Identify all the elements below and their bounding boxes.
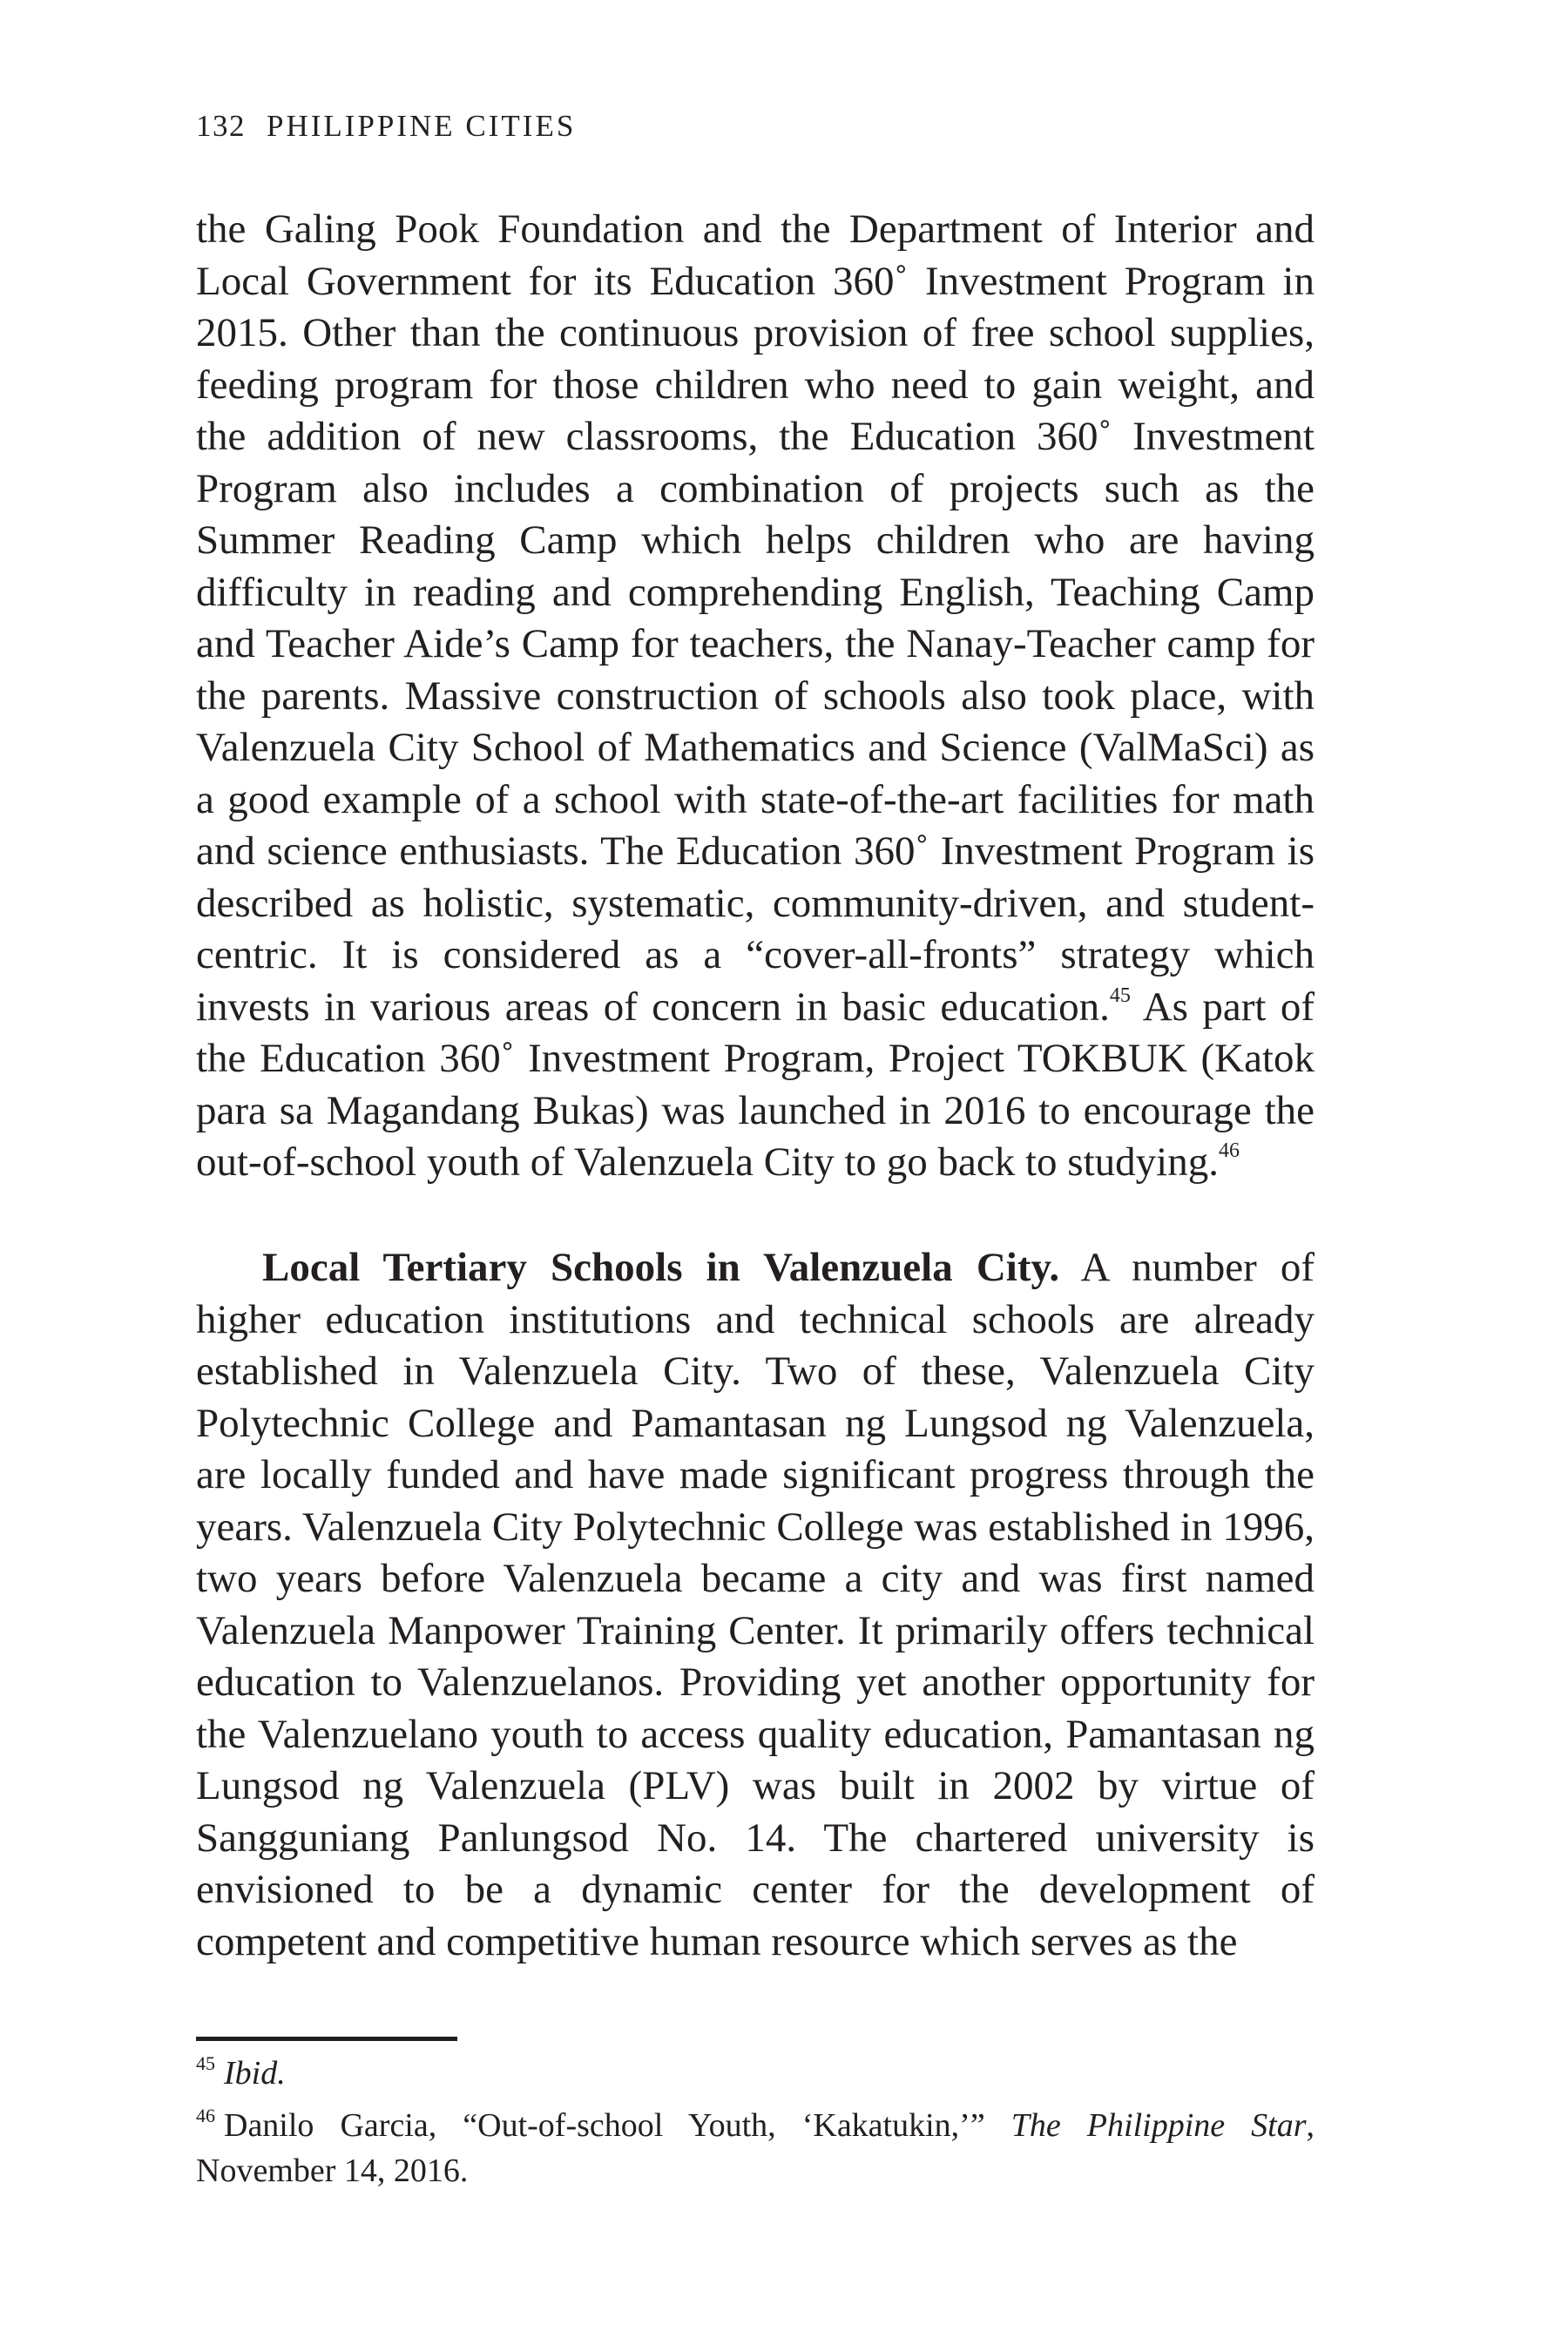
footnote-reference[interactable]: 46 [1218,1139,1240,1163]
running-head [196,105,576,148]
footnote [196,2103,1315,2193]
paragraph-text: A number of higher education institutions and technical schools are already established in Valenzuela City. Two of these, Valenzuela City Polytechnic College and Pamantasan ng Lungsod ng Valenzuela, are locally funded and have made significant progress through the years. Valenzuela City Polytechnic College was established in 1996, two years before Valenzuela became a city and was first named Valenzuela Manpower Training Center. It primarily offers technical education to Valenzuelanos. Providing yet another opportunity for the Valenzuelano youth to access quality education, Pamantasan ng Lungsod ng Valenzuela (PLV) was built in 2002 by virtue of Sangguniang Panlungsod No. 14. The chartered university is envisioned to be a dynamic center for the development of competent and competitive human resource which serves as the [196,1245,1315,1964]
body-paragraph [196,1242,1315,1968]
footnote-publication-title: The Philippine Star [1010,2107,1307,2144]
page-number: 132 [196,109,246,143]
footnote-text: Danilo Garcia, “Out-of-school Youth, ‘Kakatukin,’” [224,2107,1011,2144]
footnote-divider [196,2037,457,2041]
paragraph-text: As part of the Education 360˚ Investment Program, Project TOKBUK (Katok para sa Magandang Bukas) was launched in 2016 to encourage the out-of-school youth of Valenzuela City to go back to studying. [196,983,1315,1185]
body-paragraph [196,204,1315,1189]
footnote-number: 45 [196,2052,215,2075]
footnote-text: Ibid. [224,2055,286,2092]
footnote-reference[interactable]: 45 [1109,983,1131,1007]
running-head-title: PHILIPPINE CITIES [267,109,577,143]
paragraph-text: the Galing Pook Foundation and the Department of Interior and Local Government for its Education 360˚ Investment Program in 2015. Other than the continuous provision of free school supplies, feeding program for those children who need to gain weight, and the addition of new classrooms, the Education 360˚ Investment Program also includes a combination of projects such as the Summer Reading Camp which helps children who are having difficulty in reading and comprehending English, Teaching Camp and Teacher Aide’s Camp for teachers, the Nanay-Teacher camp for the parents. Massive construction of schools also took place, with Valenzuela City School of Mathematics and Science (ValMaSci) as a good example of a school with state-of-the-art facilities for math and science enthusiasts. The Education 360˚ Investment Program is described as holistic, systematic, community-driven, and student-centric. It is considered as a “cover-all-fronts” strategy which invests in various areas of concern in basic education. [196,206,1315,1030]
footnote [196,2051,1315,2096]
footnote-text: , November 14, 2016. [196,2107,1315,2189]
paragraph-run-in-heading: Local Tertiary Schools in Valenzuela City. [262,1245,1060,1290]
footnote-number: 46 [196,2105,215,2127]
